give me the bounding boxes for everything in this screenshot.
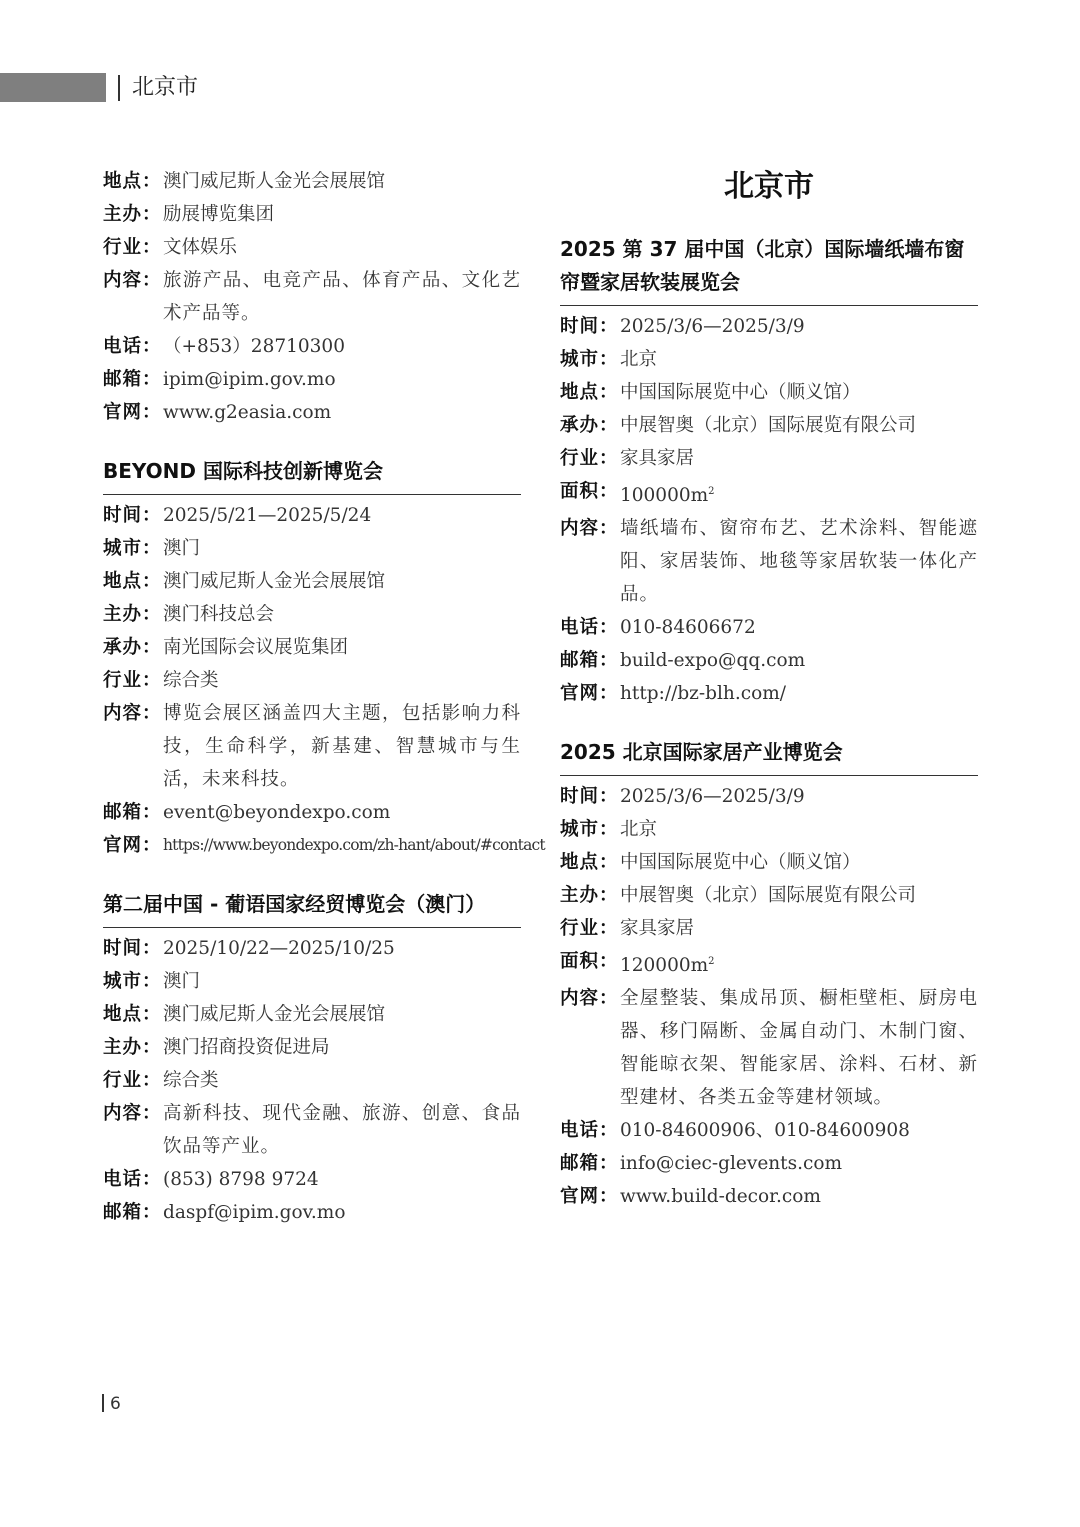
field-label: 官网： — [103, 835, 162, 856]
info-row — [103, 565, 521, 598]
field-value: 澳门威尼斯人金光会展展馆 — [163, 571, 386, 592]
info-row — [560, 475, 978, 512]
field-label: 地点： — [560, 852, 619, 874]
running-header-title: 北京市 — [132, 75, 199, 100]
field-value: 南光国际会议展览集团 — [163, 637, 349, 658]
field-value: 澳门科技总会 — [163, 604, 275, 625]
info-row — [560, 442, 978, 475]
info-row — [103, 965, 521, 998]
field-label: 内容： — [560, 518, 619, 540]
field-label: 电话： — [560, 617, 619, 639]
area-unit-superscript: 2 — [708, 956, 715, 968]
field-value: 澳门 — [163, 971, 201, 992]
field-label: 地点： — [103, 171, 162, 192]
field-label: 地点： — [560, 382, 619, 403]
section-title-wallpaper-expo: 2025 第 37 届中国（北京）国际墙纸墙布窗帘暨家居软装展览会 — [560, 233, 978, 306]
field-label: 时间： — [560, 786, 619, 808]
field-value: 010-84606672 — [620, 617, 756, 639]
left-column — [103, 165, 545, 1229]
section-title-macau-expo: 第二届中国 - 葡语国家经贸博览会（澳门） — [103, 888, 521, 928]
info-row — [103, 796, 521, 829]
field-value: 北京 — [620, 819, 658, 841]
page-number-text: 6 — [110, 1394, 121, 1414]
info-row — [103, 598, 521, 631]
info-row — [103, 631, 521, 664]
field-value: 2025/10/22—2025/10/25 — [163, 938, 395, 959]
field-label: 官网： — [103, 402, 162, 423]
field-label: 主办： — [560, 885, 619, 907]
info-row — [103, 1196, 521, 1229]
field-value: 澳门威尼斯人金光会展展馆 — [163, 171, 386, 192]
field-label: 电话： — [103, 1169, 162, 1190]
email-value[interactable]: event@beyondexpo.com — [163, 802, 391, 823]
info-row — [103, 998, 521, 1031]
top-block — [103, 165, 521, 429]
field-label: 行业： — [560, 918, 619, 940]
info-row — [103, 1031, 521, 1064]
info-row — [103, 396, 521, 429]
field-label: 主办： — [103, 1037, 162, 1058]
section-title-home-expo: 2025 北京国际家居产业博览会 — [560, 736, 978, 776]
header-divider — [118, 75, 120, 101]
field-value: 中国国际展览中心（顺义馆） — [620, 382, 861, 403]
field-label: 邮箱： — [560, 1153, 619, 1175]
field-label: 城市： — [560, 819, 619, 841]
field-label: 城市： — [560, 349, 619, 370]
info-row — [103, 697, 521, 796]
field-value: （+853）28710300 — [163, 336, 345, 357]
field-label: 承办： — [103, 637, 162, 658]
info-row — [103, 532, 521, 565]
area-number: 120000m — [620, 955, 709, 977]
field-label: 城市： — [103, 971, 162, 992]
field-label: 内容： — [103, 703, 162, 724]
info-row — [560, 1114, 978, 1147]
info-row — [103, 499, 521, 532]
email-value[interactable]: daspf@ipim.gov.mo — [163, 1202, 346, 1223]
header-bar — [0, 73, 106, 102]
field-label: 行业： — [560, 448, 619, 469]
section-gap — [103, 862, 521, 888]
field-value: 澳门威尼斯人金光会展展馆 — [163, 1004, 386, 1025]
field-value: 中展智奥（北京）国际展览有限公司 — [620, 885, 917, 907]
field-value: 综合类 — [163, 670, 219, 691]
area-unit-superscript: 2 — [708, 486, 715, 497]
field-label: 内容： — [103, 270, 162, 291]
info-row — [560, 945, 978, 982]
website-link[interactable]: www.g2easia.com — [163, 402, 332, 423]
website-link[interactable]: https://www.beyondexpo.com/zh-hant/about/#contact — [163, 836, 545, 854]
info-row — [560, 1147, 978, 1180]
info-row — [560, 611, 978, 644]
field-value: 全屋整装、集成吊顶、橱柜壁柜、厨房电器、移门隔断、金属自动门、木制门窗、智能晾衣架、智能家居、涂料、石材、新型建材、各类五金等建材领域。 — [620, 988, 978, 1109]
field-label: 官网： — [560, 1186, 619, 1208]
section-title-beyond: BEYOND 国际科技创新博览会 — [103, 455, 521, 495]
field-label: 时间： — [103, 938, 162, 959]
info-row — [560, 780, 978, 813]
field-value: 综合类 — [163, 1070, 219, 1091]
field-label: 地点： — [103, 1004, 162, 1025]
field-value: 澳门招商投资促进局 — [163, 1037, 330, 1058]
field-value: 博览会展区涵盖四大主题，包括影响力科技，生命科学，新基建、智慧城市与生活，未来科技。 — [163, 703, 521, 790]
city-title: 北京市 — [724, 169, 814, 204]
email-value[interactable]: info@ciec-glevents.com — [620, 1153, 843, 1175]
field-label: 内容： — [560, 988, 619, 1010]
field-label: 主办： — [103, 604, 162, 625]
field-label: 电话： — [103, 336, 162, 357]
field-value: 家具家居 — [620, 448, 695, 469]
field-label: 面积： — [560, 951, 619, 973]
field-value: 2025/5/21—2025/5/24 — [163, 505, 372, 526]
info-row — [560, 982, 978, 1114]
info-row — [560, 677, 978, 710]
field-value: 2025/3/6—2025/3/9 — [620, 316, 805, 337]
field-label: 行业： — [103, 237, 162, 258]
field-label: 地点： — [103, 571, 162, 592]
field-label: 内容： — [103, 1103, 162, 1124]
info-row — [560, 409, 978, 442]
info-row — [560, 310, 978, 343]
info-row — [560, 879, 978, 912]
info-row — [560, 343, 978, 376]
info-row — [103, 932, 521, 965]
field-label: 城市： — [103, 538, 162, 559]
field-label: 时间： — [560, 316, 619, 337]
field-value: 文体娱乐 — [163, 237, 238, 258]
field-value: 励展博览集团 — [163, 204, 275, 225]
beyond-details — [103, 499, 545, 862]
page-number-bar — [102, 1394, 104, 1412]
info-row — [103, 330, 521, 363]
field-label: 行业： — [103, 670, 162, 691]
field-label: 主办： — [103, 204, 162, 225]
field-value: 旅游产品、电竞产品、体育产品、文化艺术产品等。 — [163, 270, 521, 324]
info-row — [103, 1163, 521, 1196]
info-row — [560, 846, 978, 879]
info-row — [103, 363, 521, 396]
field-value: 墙纸墙布、窗帘布艺、艺术涂料、智能遮阳、家居装饰、地毯等家居软装一体化产品。 — [620, 518, 978, 606]
field-label: 行业： — [103, 1070, 162, 1091]
info-row — [103, 829, 545, 862]
info-row — [103, 231, 521, 264]
field-value: 家具家居 — [620, 918, 695, 940]
website-link[interactable]: www.build-decor.com — [620, 1186, 821, 1208]
info-row — [560, 512, 978, 611]
field-label: 官网： — [560, 683, 619, 705]
info-row — [103, 664, 521, 697]
field-label: 承办： — [560, 415, 619, 436]
right-column — [560, 165, 978, 1213]
info-row — [560, 813, 978, 846]
field-label: 邮箱： — [103, 369, 162, 390]
info-row — [560, 1180, 978, 1213]
section-gap — [103, 429, 521, 455]
field-value: 澳门 — [163, 538, 201, 559]
field-value: 010-84600906、010-84600908 — [620, 1120, 910, 1142]
field-label: 面积： — [560, 481, 619, 502]
email-value[interactable]: ipim@ipim.gov.mo — [163, 369, 336, 390]
info-row — [560, 376, 978, 409]
field-label: 邮箱： — [560, 650, 619, 672]
email-value[interactable]: build-expo@qq.com — [620, 650, 806, 672]
info-row — [560, 644, 978, 677]
info-row — [103, 264, 521, 330]
section-gap — [560, 710, 978, 736]
field-value: 中国国际展览中心（顺义馆） — [620, 852, 861, 874]
area-value — [620, 475, 978, 512]
macau-expo-details — [103, 932, 521, 1229]
area-value — [620, 945, 978, 982]
field-value: 2025/3/6—2025/3/9 — [620, 786, 805, 808]
info-row — [103, 1097, 521, 1163]
page-number — [102, 1394, 121, 1414]
field-label: 时间： — [103, 505, 162, 526]
info-row — [103, 198, 521, 231]
area-number: 100000m — [620, 485, 709, 507]
info-row — [103, 1064, 521, 1097]
wallpaper-expo-details — [560, 310, 978, 710]
field-label: 电话： — [560, 1120, 619, 1142]
info-row — [560, 912, 978, 945]
info-row — [103, 165, 521, 198]
field-value: 北京 — [620, 349, 658, 370]
home-expo-details — [560, 780, 978, 1213]
field-label: 邮箱： — [103, 802, 162, 823]
field-value: (853) 8798 9724 — [163, 1169, 319, 1190]
website-link[interactable]: http://bz-blh.com/ — [620, 683, 786, 705]
field-value: 高新科技、现代金融、旅游、创意、食品饮品等产业。 — [163, 1103, 521, 1157]
field-value: 中展智奥（北京）国际展览有限公司 — [620, 415, 917, 436]
field-label: 邮箱： — [103, 1202, 162, 1223]
